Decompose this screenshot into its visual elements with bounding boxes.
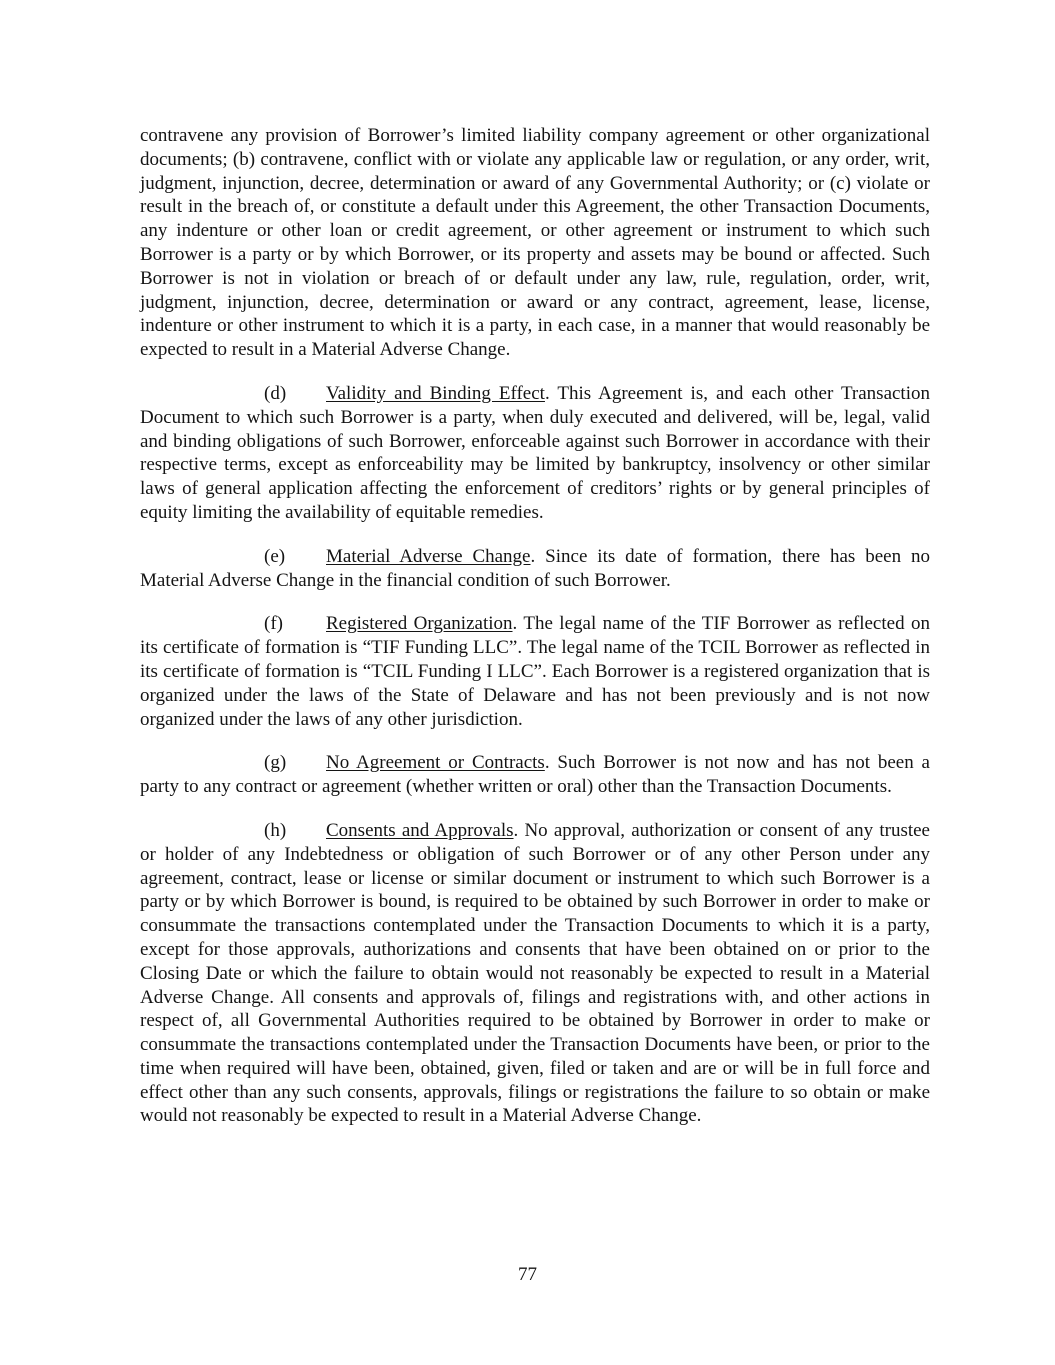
section-body: . No approval, authorization or consent of any trustee or holder of any Indebtedness or obligation of such Borrower or of any other Person under any agreement, contract, lease or license or similar document or instrument to which such Borrower is a party or by which Borrower is bound, is required to be obtained by such Borrower in order to make or consummate the transactions contemplated under the Transaction Documents to which it is a party, except for those approvals, authorizations and consents that have been obtained on or prior to the Closing Date or which the failure to obtain would not reasonably be expected to result in a Material Adverse Change. All consents and approvals of, filings and registrations with, and other actions in respect of, all Governmental Authorities required to be obtained by Borrower in order to make or consummate the transactions contemplated under the Transaction Documents have been, or prior to the time when required will have been, obtained, given, filed or taken and are or will be in full force and effect other than any such consents, approvals, filings or registrations the failure to so obtain or make would not reasonably be expected to result in a Material Adverse Change. [140,819,930,1127]
section-h-paragraph [140,819,930,1128]
section-number: (h) [264,819,287,841]
section-heading: Consents and Approvals [326,819,514,841]
section-body: . Since its date of formation, there has been no Material Adverse Change in the financial condition of such Borrower. [140,545,930,591]
section-number: (e) [264,545,286,567]
section-number: (g) [264,752,287,774]
section-heading: No Agreement or Contracts [326,752,545,774]
section-heading: Registered Organization [326,613,513,635]
section-number: (d) [264,382,287,404]
page-number: 77 [518,1264,537,1285]
section-g-paragraph [140,751,930,799]
section-d-paragraph [140,382,930,525]
section-e-paragraph [140,545,930,593]
section-f-paragraph [140,612,930,731]
section-body: . Such Borrower is not now and has not been a party to any contract or agreement (whether written or oral) other than the Transaction Documents. [140,752,930,798]
section-heading: Validity and Binding Effect [326,382,545,404]
document-page [140,124,930,1148]
continuation-paragraph: contravene any provision of Borrower’s limited liability company agreement or other organizational documents; (b) contravene, conflict with or violate any applicable law or regulation, or any order, writ, judgment, injunction, decree, determination or award of any Governmental Authority; or (c) violate or result in the breach of, or constitute a default under this Agreement, the other Transaction Documents, any indenture or other loan or credit agreement, or other agreement or instrument to which such Borrower is a party or by which Borrower, or its property and assets may be bound or affected. Such Borrower is not in violation or breach of or default under any law, rule, regulation, order, writ, judgment, injunction, decree, determination or award or any contract, agreement, lease, license, indenture or other instrument to which it is a party, in each case, in a manner that would reasonably be expected to result in a Material Adverse Change. [140,125,930,361]
section-body: . The legal name of the TIF Borrower as reflected on its certificate of formation is “TIF Funding LLC”. The legal name of the TCIL Borrower as reflected in its certificate of formation is “TCIL Funding I LLC”. Each Borrower is a registered organization that is organized under the laws of the State of Delaware and has not been previously and is not now organized under the laws of any other jurisdiction. [140,613,930,730]
section-body: . This Agreement is, and each other Transaction Document to which such Borrower is a party, when duly executed and delivered, will be, legal, valid and binding obligations of such Borrower, enforceable against such Borrower in accordance with their respective terms, except as enforceability may be limited by bankruptcy, insolvency or other similar laws of general application affecting the enforcement of creditors’ rights or by general principles of equity limiting the availability of equitable remedies. [140,382,930,523]
section-heading: Material Adverse Change [326,545,531,567]
section-number: (f) [264,613,283,635]
